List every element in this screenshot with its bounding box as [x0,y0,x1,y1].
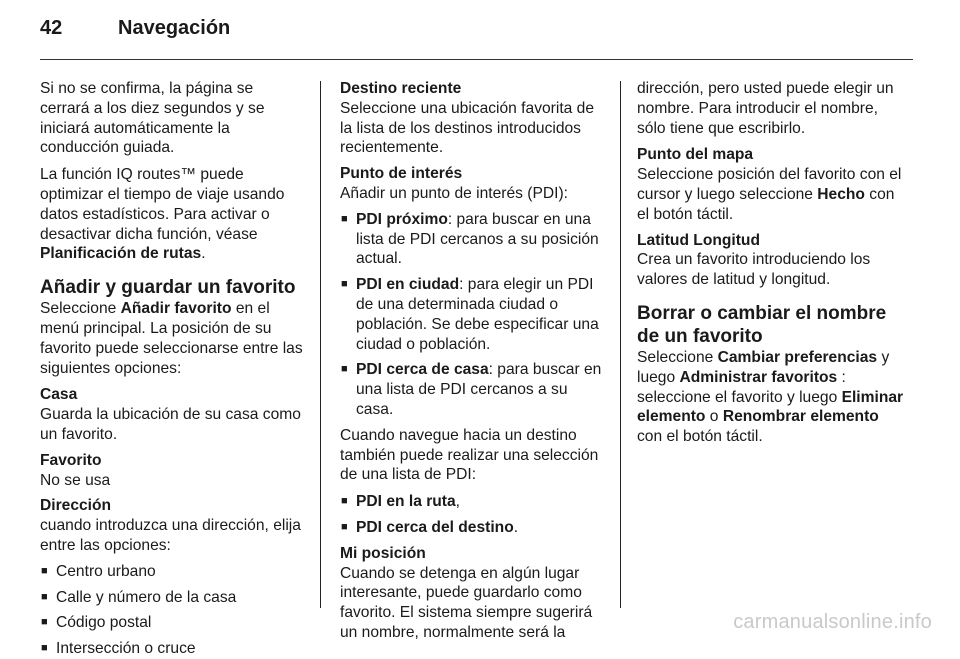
option-term-favorite: Favorito [40,451,102,469]
list-item: ■ Centro urbano [40,562,306,582]
link-route-planning[interactable]: Planificación de rutas [40,245,202,263]
page-header [0,0,960,62]
option-term-poi: Punto de interés [340,165,463,183]
menu-ref-delete-item: Eliminar elemento [637,388,904,426]
column-divider [620,81,621,608]
paragraph-route-poi: Cuando navegue hacia un destino también puede realizar una selección de una lista de PDI: [340,426,599,484]
paragraph-iq-routes: La función IQ routes™ puede optimizar el tiempo de viaje usando datos estadísticos. Para activar o desactivar dicha función, véase Planificación de rutas. [40,166,285,263]
option-desc-lat-lon: Crea un favorito introduciendo los valores de latitud y longitud. [637,251,871,289]
option-desc-map-point: Seleccione posición del favorito con el cursor y luego seleccione Hecho con el botón táctil. [637,166,902,223]
list-item: ■ PDI cerca de casa: para buscar en una lista de PDI cercanos a su casa. [340,360,608,419]
header-rule [40,59,913,60]
poi-options-list [340,210,608,420]
page-title: Navegación [118,17,231,39]
option-desc-poi: Añadir un punto de interés (PDI): [340,184,568,202]
paragraph-continuation: dirección, pero usted puede elegir un nombre. Para introducir el nombre, sólo tiene que escribirlo. [637,80,894,137]
address-options-list [40,562,306,659]
option-term-map-point: Punto del mapa [637,146,754,164]
menu-ref-add-favorite: Añadir favorito [120,300,232,318]
menu-ref-change-preferences: Cambiar preferencias [717,348,878,366]
list-item: ■ Código postal [40,613,306,633]
list-item: ■ PDI en ciudad: para elegir un PDI de una determinada ciudad o población. Se debe especificar una ciudad o población. [340,275,608,354]
option-term-lat-lon: Latitud Longitud [637,231,760,249]
option-desc-my-position: Cuando se detenga en algún lugar interesante, puede guardarlo como favorito. El sistema siempre sugerirá un nombre, normalmente será la [340,564,593,641]
list-item: ■ PDI en la ruta, [340,492,608,512]
option-desc-home: Guarda la ubicación de su casa como un favorito. [40,406,301,443]
option-term-my-position: Mi posición [340,544,426,562]
section-heading-delete-rename: Borrar o cambiar el nombre de un favorito [637,302,887,347]
option-desc-recent-destination: Seleccione una ubicación favorita de la lista de los destinos introducidos recientemente. [340,99,594,157]
option-term-address: Dirección [40,497,112,515]
column-3 [637,79,907,454]
site-watermark: carmanualsonline.info [733,611,932,633]
list-item: ■ PDI próximo: para buscar en una lista de PDI cercanos a su posición actual. [340,210,608,269]
option-desc-favorite: No se usa [40,471,111,489]
paragraph-delete-rename: Seleccione Cambiar preferencias y luego Administrar favoritos : seleccione el favorito y luego Eliminar elemento o Renombrar elemento con el botón táctil. [637,348,904,446]
page-number: 42 [40,17,63,39]
menu-ref-done: Hecho [817,185,865,203]
list-item: ■ Intersección o cruce [40,639,306,659]
list-item: ■ Calle y número de la casa [40,588,306,608]
option-term-home: Casa [40,386,78,404]
option-term-recent-destination: Destino reciente [340,80,462,97]
list-item: ■ PDI cerca del destino. [340,518,608,538]
menu-ref-manage-favorites: Administrar favoritos [679,368,838,386]
menu-ref-rename-item: Renombrar elemento [722,408,879,426]
paragraph-add-favorite-intro: Seleccione Añadir favorito en el menú principal. La posición de su favorito puede seleccionarse entre las siguientes opciones: [40,300,303,377]
column-divider [320,81,321,608]
option-desc-address: cuando introduzca una dirección, elija entre las opciones: [40,517,301,554]
column-1 [40,79,306,659]
paragraph-confirm: Si no se confirma, la página se cerrará a los diez segundos y se iniciará automáticamente la conducción guiada. [40,80,265,157]
column-2 [340,79,608,643]
route-poi-list [340,492,608,538]
section-heading-add-favorite: Añadir y guardar un favorito [40,277,296,299]
